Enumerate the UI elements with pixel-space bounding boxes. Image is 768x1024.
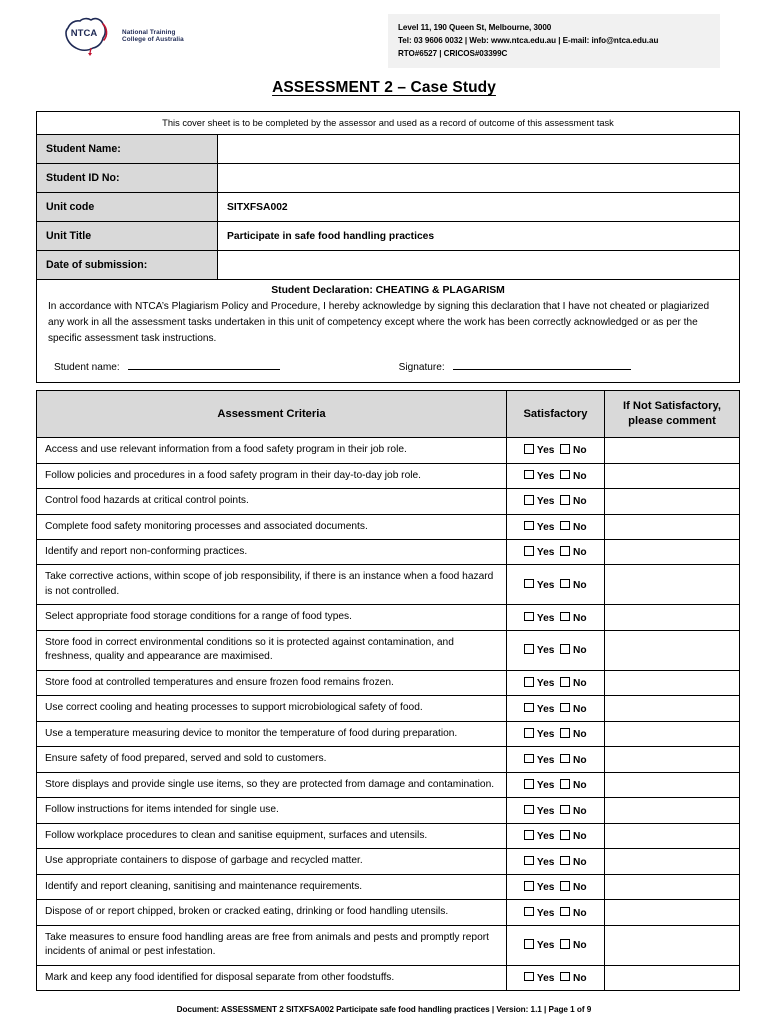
label-yes: Yes	[536, 940, 555, 952]
label-no: No	[572, 678, 587, 690]
criterion-text: Follow workplace procedures to clean and sanitise equipment, surfaces and utensils.	[37, 823, 507, 848]
criterion-text: Use a temperature measuring device to monitor the temperature of food during preparation.	[37, 721, 507, 746]
label-yes: Yes	[536, 678, 555, 690]
criterion-text: Follow policies and procedures in a food safety program in their day-to-day job role.	[37, 463, 507, 488]
comment-cell[interactable]	[605, 772, 740, 797]
signature-row	[48, 362, 728, 373]
checkbox-yes[interactable]	[524, 972, 534, 982]
label-yes: Yes	[536, 445, 555, 457]
label-no: No	[572, 645, 587, 657]
comment-cell[interactable]	[605, 925, 740, 965]
table-row	[37, 925, 740, 965]
criterion-text: Identify and report non-conforming practices.	[37, 540, 507, 565]
criterion-text: Store displays and provide single use items, so they are protected from damage and contamination.	[37, 772, 507, 797]
table-row	[37, 900, 740, 925]
comment-cell[interactable]	[605, 605, 740, 630]
checkbox-no[interactable]	[560, 830, 570, 840]
checkbox-no[interactable]	[560, 972, 570, 982]
satisfactory-cell	[507, 630, 605, 670]
table-row	[37, 849, 740, 874]
contact-details	[388, 14, 720, 68]
satisfactory-cell	[507, 605, 605, 630]
signature-line[interactable]	[453, 369, 631, 370]
australia-map-logo-icon	[58, 14, 116, 58]
checkbox-no[interactable]	[560, 881, 570, 891]
satisfactory-cell	[507, 747, 605, 772]
criterion-text: Dispose of or report chipped, broken or cracked eating, drinking or food handling utensils.	[37, 900, 507, 925]
student-name-field[interactable]	[218, 135, 740, 164]
satisfactory-cell	[507, 925, 605, 965]
table-row	[37, 222, 740, 251]
date-of-submission-label: Date of submission:	[37, 251, 218, 280]
label-no: No	[572, 579, 587, 591]
logo-name-line2: College of Australia	[122, 36, 184, 43]
student-name-signature-line[interactable]	[128, 369, 280, 370]
checkbox-no[interactable]	[560, 907, 570, 917]
header-if-not-satisfactory	[605, 391, 740, 438]
criterion-text: Take measures to ensure food handling areas are free from animals and pests and promptly report incidents of animal or pest infestation.	[37, 925, 507, 965]
criterion-text: Control food hazards at critical control points.	[37, 489, 507, 514]
label-yes: Yes	[536, 729, 555, 741]
criterion-text: Store food in correct environmental conditions so it is protected against contamination, and freshness, quality and appearance are maximised.	[37, 630, 507, 670]
student-name-label: Student Name:	[37, 135, 218, 164]
label-yes: Yes	[536, 521, 555, 533]
ntca-logo	[58, 14, 184, 58]
signature-label: Signature:	[398, 362, 445, 374]
contact-tel-web-email: Tel: 03 9606 0032 | Web: www.ntca.edu.au | E-mail: info@ntca.edu.au	[398, 36, 659, 46]
table-row	[37, 874, 740, 899]
table-row	[37, 747, 740, 772]
label-no: No	[572, 496, 587, 508]
header-comment-line1: If Not Satisfactory,	[622, 400, 721, 413]
contact-rto-cricos: RTO#6527 | CRICOS#03399C	[398, 49, 508, 59]
comment-cell[interactable]	[605, 874, 740, 899]
label-no: No	[572, 521, 587, 533]
comment-cell[interactable]	[605, 696, 740, 721]
comment-cell[interactable]	[605, 565, 740, 605]
checkbox-no[interactable]	[560, 444, 570, 454]
date-of-submission-field[interactable]	[218, 251, 740, 280]
checkbox-no[interactable]	[560, 856, 570, 866]
label-no: No	[572, 754, 587, 766]
table-row	[37, 772, 740, 797]
satisfactory-cell	[507, 772, 605, 797]
unit-code-value: SITXFSA002	[218, 193, 740, 222]
table-row	[37, 251, 740, 280]
label-no: No	[572, 729, 587, 741]
satisfactory-cell	[507, 874, 605, 899]
declaration-row	[37, 280, 740, 383]
satisfactory-cell	[507, 514, 605, 539]
satisfactory-cell	[507, 823, 605, 848]
checkbox-yes[interactable]	[524, 754, 534, 764]
checkbox-no[interactable]	[560, 470, 570, 480]
checkbox-yes[interactable]	[524, 939, 534, 949]
label-yes: Yes	[536, 754, 555, 766]
checkbox-yes[interactable]	[524, 521, 534, 531]
table-row	[37, 565, 740, 605]
comment-cell[interactable]	[605, 489, 740, 514]
label-yes: Yes	[536, 856, 555, 868]
checkbox-yes[interactable]	[524, 728, 534, 738]
label-no: No	[572, 882, 587, 894]
checkbox-yes[interactable]	[524, 805, 534, 815]
checkbox-yes[interactable]	[524, 677, 534, 687]
table-row	[37, 823, 740, 848]
satisfactory-cell	[507, 540, 605, 565]
table-row	[37, 514, 740, 539]
assessment-criteria-table	[36, 390, 740, 991]
unit-title-value: Participate in safe food handling practices	[218, 222, 740, 251]
checkbox-no[interactable]	[560, 805, 570, 815]
svg-text:NTCA: NTCA	[70, 28, 98, 39]
label-yes: Yes	[536, 470, 555, 482]
label-no: No	[572, 470, 587, 482]
student-name-signature-label: Student name:	[54, 362, 120, 374]
document-footer: Document: ASSESSMENT 2 SITXFSA002 Participate safe food handling practices | Version: 1.1 | Page 1 of 9	[176, 1005, 592, 1014]
satisfactory-cell	[507, 849, 605, 874]
checkbox-no[interactable]	[560, 754, 570, 764]
table-row	[37, 135, 740, 164]
student-name-signature-group	[54, 362, 280, 373]
label-yes: Yes	[536, 907, 555, 919]
label-no: No	[572, 780, 587, 792]
label-yes: Yes	[536, 882, 555, 894]
satisfactory-cell	[507, 565, 605, 605]
comment-cell[interactable]	[605, 721, 740, 746]
criterion-text: Ensure safety of food prepared, served and sold to customers.	[37, 747, 507, 772]
unit-code-label: Unit code	[37, 193, 218, 222]
satisfactory-cell	[507, 463, 605, 488]
checkbox-yes[interactable]	[524, 495, 534, 505]
label-no: No	[572, 856, 587, 868]
checkbox-no[interactable]	[560, 546, 570, 556]
comment-cell[interactable]	[605, 670, 740, 695]
header-assessment-criteria: Assessment Criteria	[37, 391, 507, 438]
criterion-text: Select appropriate food storage conditions for a range of food types.	[37, 605, 507, 630]
label-no: No	[572, 612, 587, 624]
checkbox-yes[interactable]	[524, 644, 534, 654]
comment-cell[interactable]	[605, 438, 740, 463]
satisfactory-cell	[507, 438, 605, 463]
label-no: No	[572, 805, 587, 817]
label-no: No	[572, 703, 587, 715]
checkbox-no[interactable]	[560, 677, 570, 687]
comment-cell[interactable]	[605, 463, 740, 488]
checkbox-no[interactable]	[560, 728, 570, 738]
satisfactory-cell	[507, 900, 605, 925]
label-yes: Yes	[536, 579, 555, 591]
criterion-text: Use correct cooling and heating processes to support microbiological safety of food.	[37, 696, 507, 721]
label-yes: Yes	[536, 972, 555, 984]
comment-cell[interactable]	[605, 900, 740, 925]
label-yes: Yes	[536, 496, 555, 508]
table-row	[37, 965, 740, 990]
cover-sheet-table	[36, 111, 740, 383]
cover-note-row	[37, 112, 740, 135]
criterion-text: Use appropriate containers to dispose of garbage and recycled matter.	[37, 849, 507, 874]
checkbox-yes[interactable]	[524, 881, 534, 891]
comment-cell[interactable]	[605, 965, 740, 990]
signature-group	[399, 362, 631, 373]
student-id-field[interactable]	[218, 164, 740, 193]
unit-title-label: Unit Title	[37, 222, 218, 251]
comment-cell[interactable]	[605, 849, 740, 874]
satisfactory-cell	[507, 721, 605, 746]
label-no: No	[572, 445, 587, 457]
header-comment-line2: please comment	[628, 415, 716, 428]
label-yes: Yes	[536, 612, 555, 624]
table-row	[37, 630, 740, 670]
student-id-label: Student ID No:	[37, 164, 218, 193]
table-row	[37, 489, 740, 514]
checkbox-no[interactable]	[560, 579, 570, 589]
checkbox-yes[interactable]	[524, 444, 534, 454]
checkbox-yes[interactable]	[524, 779, 534, 789]
satisfactory-cell	[507, 798, 605, 823]
criterion-text: Take corrective actions, within scope of job responsibility, if there is an instance when a food hazard is not controlled.	[37, 565, 507, 605]
contact-address: Level 11, 190 Queen St, Melbourne, 3000	[398, 23, 552, 32]
table-row	[37, 540, 740, 565]
label-yes: Yes	[536, 645, 555, 657]
table-row	[37, 721, 740, 746]
table-row	[37, 438, 740, 463]
checkbox-yes[interactable]	[524, 907, 534, 917]
checkbox-no[interactable]	[560, 779, 570, 789]
checkbox-yes[interactable]	[524, 703, 534, 713]
criterion-text: Store food at controlled temperatures and ensure frozen food remains frozen.	[37, 670, 507, 695]
table-row	[37, 696, 740, 721]
comment-cell[interactable]	[605, 540, 740, 565]
satisfactory-cell	[507, 696, 605, 721]
label-no: No	[572, 940, 587, 952]
label-yes: Yes	[536, 703, 555, 715]
checkbox-yes[interactable]	[524, 470, 534, 480]
checkbox-yes[interactable]	[524, 856, 534, 866]
logo-name-line1: National Training	[122, 28, 176, 36]
label-yes: Yes	[536, 805, 555, 817]
label-no: No	[572, 907, 587, 919]
label-no: No	[572, 972, 587, 984]
header-satisfactory: Satisfactory	[507, 391, 605, 438]
criterion-text: Complete food safety monitoring processes and associated documents.	[37, 514, 507, 539]
criterion-text: Identify and report cleaning, sanitising and maintenance requirements.	[37, 874, 507, 899]
letterhead	[0, 0, 768, 70]
checkbox-no[interactable]	[560, 939, 570, 949]
comment-cell[interactable]	[605, 514, 740, 539]
satisfactory-cell	[507, 965, 605, 990]
table-row	[37, 670, 740, 695]
checkbox-no[interactable]	[560, 521, 570, 531]
table-row	[37, 798, 740, 823]
criterion-text: Access and use relevant information from a food safety program in their job role.	[37, 438, 507, 463]
label-yes: Yes	[536, 831, 555, 843]
label-yes: Yes	[536, 547, 555, 559]
declaration-body: In accordance with NTCA’s Plagiarism Policy and Procedure, I hereby acknowledge by signing this declaration that I have not cheated or plagiarized any work in all the assessment tasks undertaken in this unit of competency except where the work has been correctly acknowledged or as per the specific assessment task instructions.	[48, 301, 710, 344]
cover-note: This cover sheet is to be completed by the assessor and used as a record of outcome of this assessment task	[37, 112, 740, 135]
table-row	[37, 463, 740, 488]
page-title: ASSESSMENT 2 – Case Study	[272, 79, 496, 96]
comment-cell[interactable]	[605, 747, 740, 772]
checkbox-no[interactable]	[560, 644, 570, 654]
comment-cell[interactable]	[605, 798, 740, 823]
comment-cell[interactable]	[605, 630, 740, 670]
comment-cell[interactable]	[605, 823, 740, 848]
satisfactory-cell	[507, 670, 605, 695]
logo-wordmark	[122, 29, 184, 43]
table-row	[37, 193, 740, 222]
table-row	[37, 164, 740, 193]
label-no: No	[572, 547, 587, 559]
declaration-title: Student Declaration: CHEATING & PLAGARISM	[271, 285, 505, 297]
checkbox-yes[interactable]	[524, 612, 534, 622]
table-row	[37, 605, 740, 630]
checkbox-yes[interactable]	[524, 830, 534, 840]
checkbox-yes[interactable]	[524, 546, 534, 556]
checkbox-yes[interactable]	[524, 579, 534, 589]
checkbox-no[interactable]	[560, 703, 570, 713]
checkbox-no[interactable]	[560, 495, 570, 505]
criterion-text: Mark and keep any food identified for disposal separate from other foodstuffs.	[37, 965, 507, 990]
criterion-text: Follow instructions for items intended for single use.	[37, 798, 507, 823]
checkbox-no[interactable]	[560, 612, 570, 622]
student-declaration	[37, 280, 740, 383]
satisfactory-cell	[507, 489, 605, 514]
label-yes: Yes	[536, 780, 555, 792]
label-no: No	[572, 831, 587, 843]
criteria-header-row	[37, 391, 740, 438]
